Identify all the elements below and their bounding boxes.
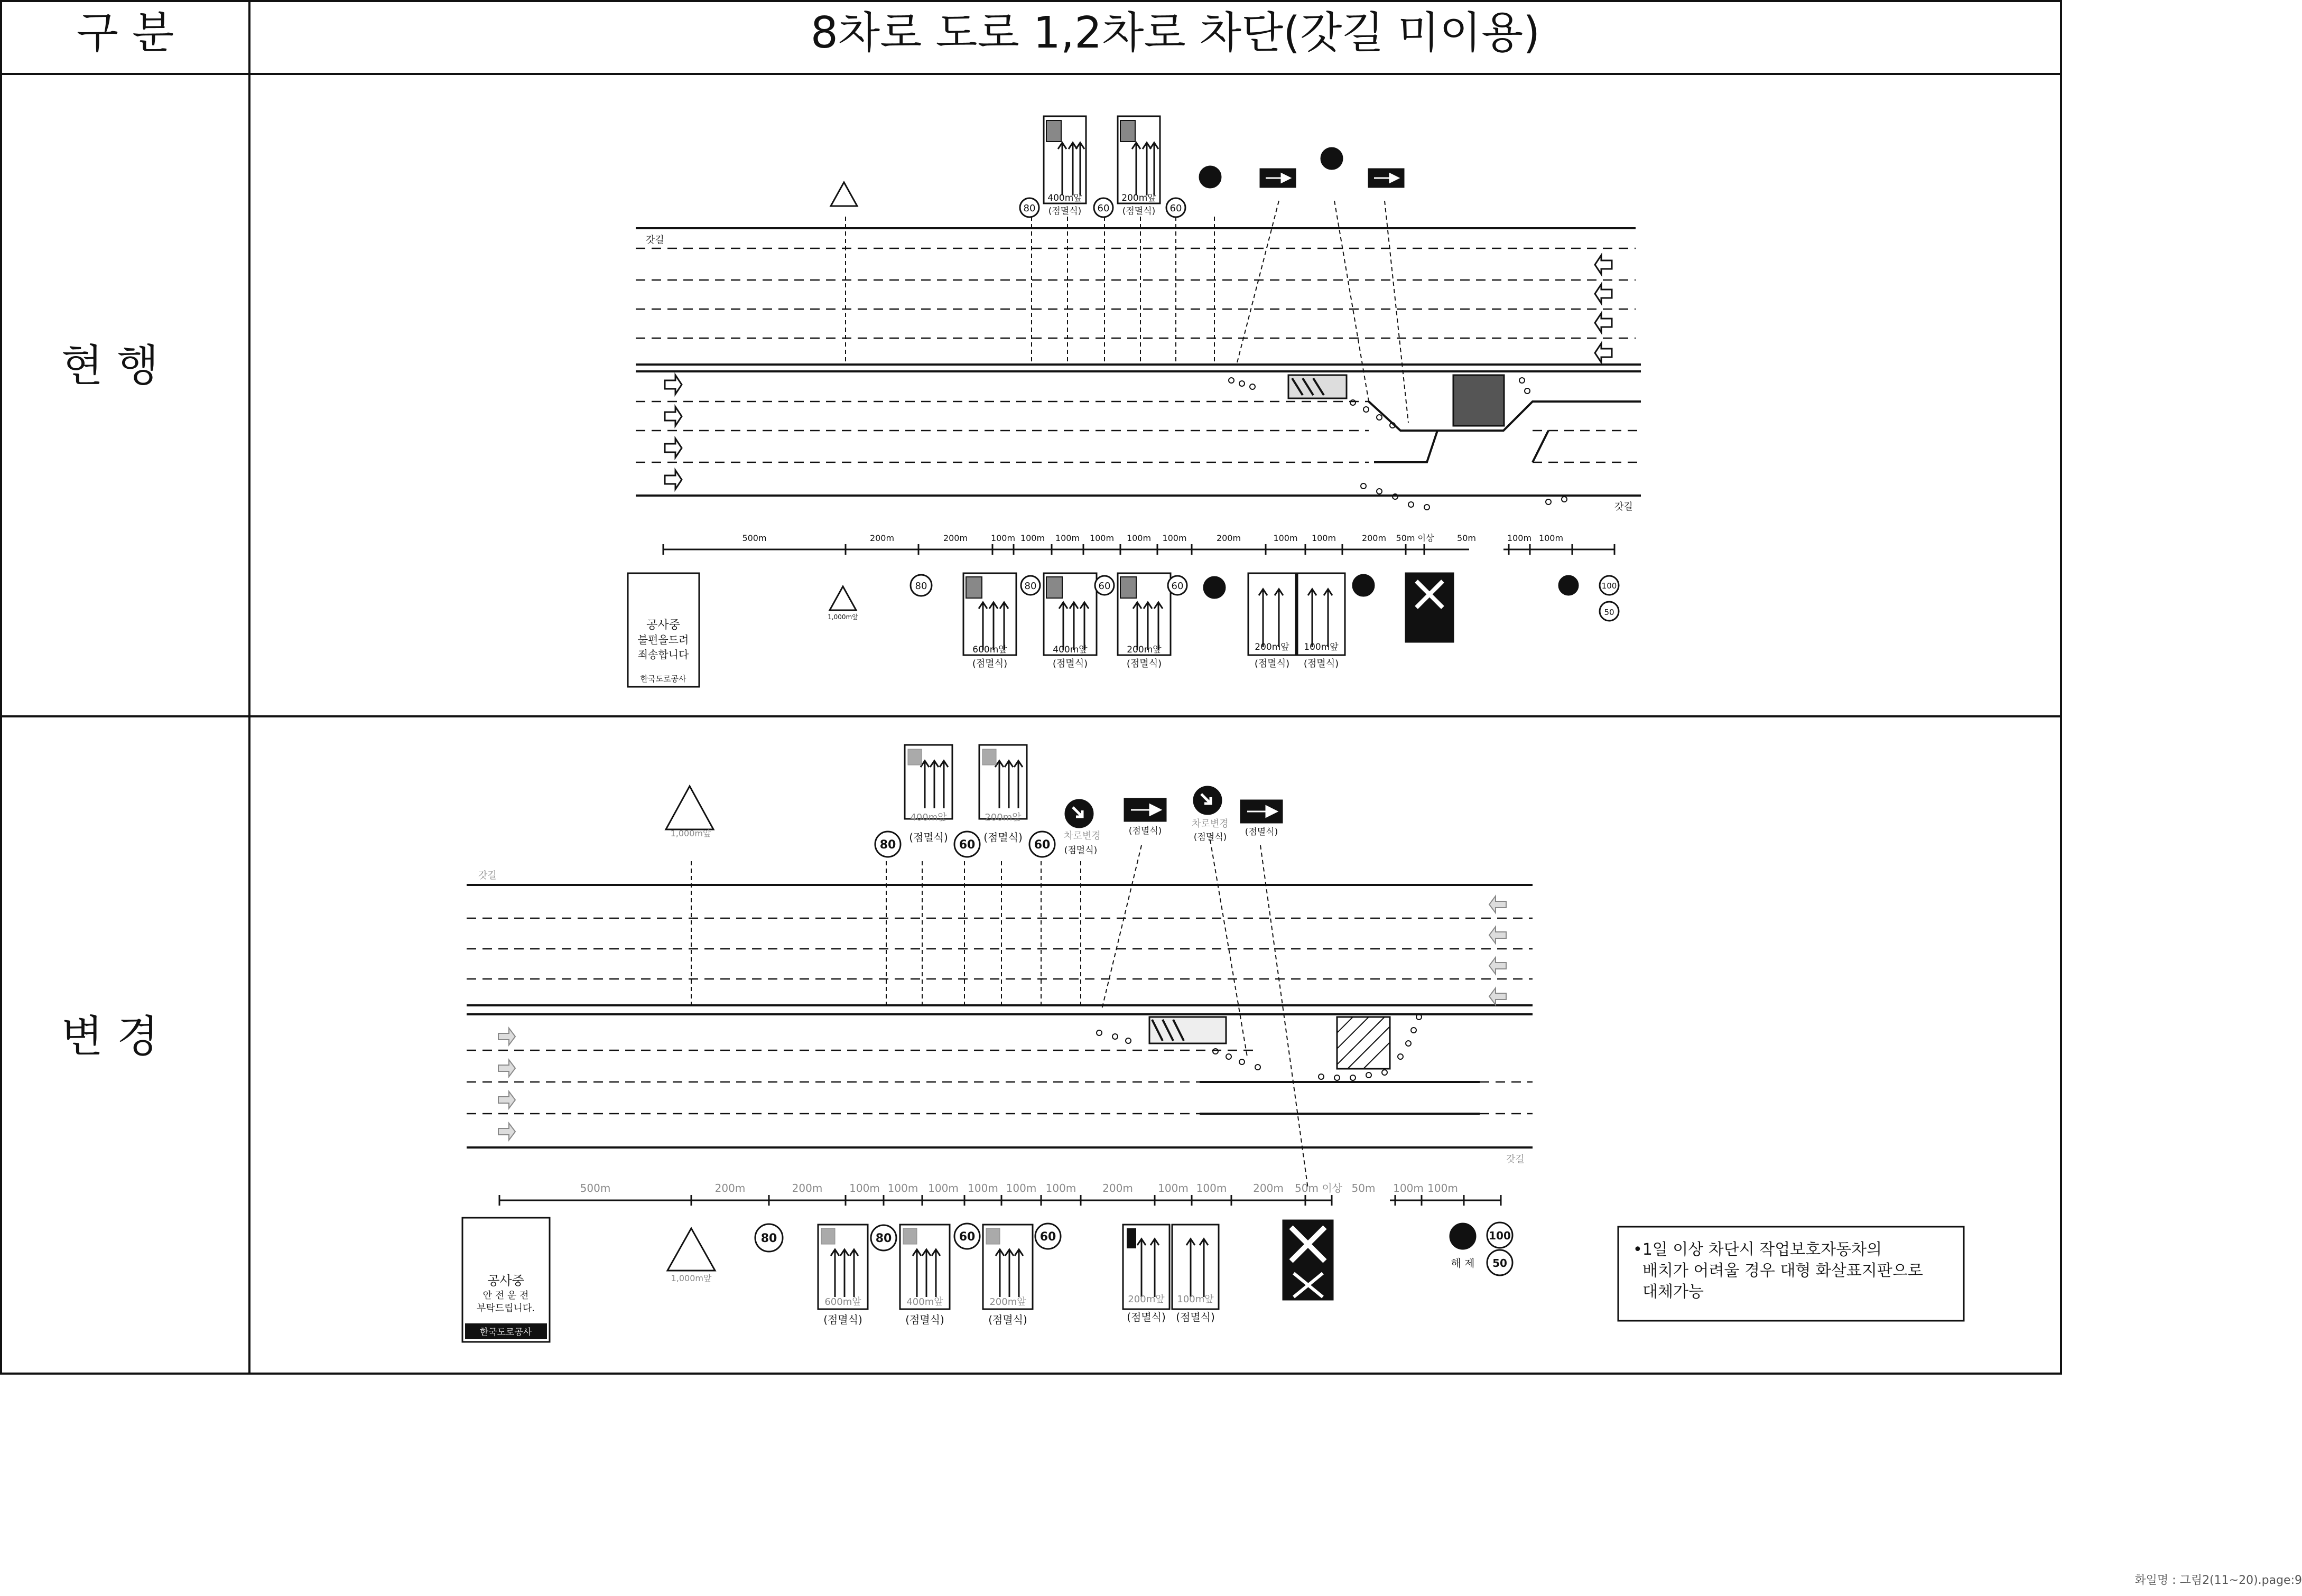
ruler-distance-label: 100m	[1311, 533, 1336, 543]
bottom-yeolsik-changed-1: (점멸식)	[823, 1313, 862, 1326]
current-layout-diagram	[628, 116, 1641, 687]
bottom-yeolsik-changed-4: (점멸식)	[1127, 1311, 1166, 1323]
shoulder-label-top: 갓길	[646, 235, 664, 246]
bottom-yeolsik-5: (점멸식)	[1303, 658, 1339, 669]
ruler-distance-label: 200m	[1102, 1182, 1133, 1194]
arrow-yeolsik-1: (점멸식)	[1128, 826, 1162, 836]
distance-ruler-changed	[499, 1182, 1501, 1206]
page-title: 8차로 도로 1,2차로 차단(갓길 미이용)	[810, 8, 1540, 58]
ruler-distance-label: 200m	[714, 1182, 746, 1194]
notice-line-3: 죄송합니다	[637, 648, 689, 661]
limit-100-current: 100	[1601, 581, 1617, 591]
ahead-distance-changed-bottom: 1,000m앞	[671, 1273, 712, 1283]
limit-60-bottom-b: 60	[1171, 581, 1184, 592]
ruler-distance-label: 200m	[792, 1182, 823, 1194]
bottom-yeolsik-3: (점멸식)	[1126, 658, 1162, 669]
work-zone	[1453, 375, 1504, 426]
top-signs-current	[831, 116, 1404, 217]
ruler-distance-label: 100m	[1538, 533, 1564, 543]
changed-layout-diagram	[462, 745, 1964, 1342]
ruler-distance-label: 100m	[1158, 1182, 1189, 1194]
ruler-distance-label: 50m 이상	[1396, 533, 1434, 543]
notice-changed-4: 한국도로공사	[479, 1327, 532, 1338]
limit-80-top: 80	[1023, 203, 1036, 214]
notice-line-1: 공사중	[646, 619, 680, 632]
lane-change-label-2: 차로변경	[1192, 818, 1229, 829]
limit-100-changed: 100	[1489, 1229, 1511, 1242]
limit-80-bottom-a: 80	[915, 581, 927, 592]
limit-60-top-2: 60	[1169, 203, 1182, 214]
ruler-distance-label: 100m	[1393, 1182, 1424, 1194]
ruler-distance-label: 100m	[849, 1182, 880, 1194]
bottom-yeolsik-4: (점멸식)	[1254, 658, 1290, 669]
lane-change-yeolsik-2: (점멸식)	[1193, 832, 1227, 843]
row-label-current: 현 행	[61, 341, 159, 391]
ruler-distance-label: 100m	[968, 1182, 998, 1194]
ruler-distance-label: 100m	[1507, 533, 1532, 543]
row-label-changed: 변 경	[61, 1012, 159, 1062]
limit-60-bottom-a: 60	[1098, 581, 1111, 592]
top-distance-200: 200m앞	[1121, 193, 1156, 203]
ruler-distance-label: 100m	[887, 1182, 918, 1194]
lane-change-yeolsik-1: (점멸식)	[1064, 845, 1098, 856]
bottom-yeolsik-changed-5: (점멸식)	[1176, 1311, 1215, 1323]
ruler-distance-label: 200m	[943, 533, 968, 543]
ahead-distance-changed: 1,000m앞	[670, 828, 711, 838]
bottom-distance-100: 100m앞	[1304, 642, 1339, 652]
note-line-3: 대체가능	[1642, 1283, 1704, 1301]
shoulder-label-bottom-changed: 갓길	[1506, 1154, 1525, 1165]
note-line-1: •1일 이상 차단시 작업보호자동차의	[1633, 1240, 1882, 1259]
shoulder-label-top-changed: 갓길	[478, 870, 497, 881]
shoulder-label-bottom: 갓길	[1614, 501, 1633, 512]
bottom-distance-600: 600m앞	[972, 645, 1007, 655]
top-yeolsik-1: (점멸식)	[1048, 206, 1082, 217]
limit-60-top-changed-2: 60	[1034, 838, 1051, 852]
ruler-distance-label: 50m	[1351, 1182, 1376, 1194]
ruler-distance-label: 50m 이상	[1295, 1182, 1342, 1194]
ruler-distance-label: 500m	[580, 1182, 611, 1194]
bottom-distance-400: 400m앞	[1053, 645, 1088, 655]
ruler-distance-label: 100m	[1196, 1182, 1227, 1194]
ruler-distance-label: 100m	[1055, 533, 1080, 543]
arrow-yeolsik-2: (점멸식)	[1245, 827, 1278, 837]
ahead-distance-current: 1,000m앞	[828, 613, 858, 621]
top-yeolsik-changed-2: (점멸식)	[983, 831, 1023, 844]
notice-changed-3: 부탁드립니다.	[476, 1303, 535, 1314]
bottom-yeolsik-changed-3: (점멸식)	[988, 1313, 1027, 1326]
ruler-distance-label: 200m	[869, 533, 895, 543]
top-distance-200-changed: 200m앞	[985, 812, 1022, 823]
ruler-distance-label: 200m	[1216, 533, 1241, 543]
ruler-distance-label: 100m	[1162, 533, 1187, 543]
bottom-yeolsik-1: (점멸식)	[972, 658, 1008, 669]
ruler-distance-label: 100m	[1126, 533, 1152, 543]
bottom-distance-100-changed: 100m앞	[1177, 1294, 1214, 1305]
ruler-distance-label: 500m	[742, 533, 767, 543]
bottom-distance-200a: 200m앞	[1127, 645, 1162, 655]
limit-80-bottom-changed-b: 80	[875, 1232, 892, 1245]
notice-changed-1: 공사중	[487, 1273, 524, 1288]
ruler-distance-label: 50m	[1457, 533, 1476, 543]
header-category-label: 구 분	[76, 8, 174, 58]
bottom-distance-200a-changed: 200m앞	[989, 1296, 1026, 1308]
notice-line-2: 불편을드려	[637, 633, 689, 646]
limit-60-bottom-changed-b: 60	[1039, 1230, 1056, 1244]
limit-50-current: 50	[1604, 608, 1614, 617]
bottom-distance-600-changed: 600m앞	[824, 1296, 861, 1308]
note-line-2: 배치가 어려울 경우 대형 화살표지판으로	[1642, 1262, 1923, 1280]
top-yeolsik-2: (점멸식)	[1122, 206, 1156, 217]
limit-80-bottom-b: 80	[1024, 581, 1037, 592]
bottom-yeolsik-2: (점멸식)	[1052, 658, 1088, 669]
ruler-distance-label: 100m	[1427, 1182, 1458, 1194]
limit-60-bottom-changed-a: 60	[959, 1230, 976, 1244]
ruler-distance-label: 100m	[1045, 1182, 1076, 1194]
distance-ruler-current	[663, 533, 1614, 555]
ruler-distance-label: 100m	[1089, 533, 1115, 543]
limit-80-top-changed: 80	[879, 838, 896, 852]
ruler-distance-label: 200m	[1253, 1182, 1284, 1194]
ruler-distance-label: 100m	[1006, 1182, 1037, 1194]
top-distance-400-changed: 400m앞	[910, 812, 947, 823]
bottom-distance-200b-changed: 200m앞	[1128, 1294, 1165, 1305]
file-name-footer: 화일명 : 그림2(11~20).page:9	[2134, 1574, 2302, 1587]
bottom-yeolsik-changed-2: (점멸식)	[905, 1313, 944, 1326]
bottom-distance-400-changed: 400m앞	[906, 1296, 943, 1308]
ruler-distance-label: 100m	[990, 533, 1016, 543]
ruler-distance-label: 100m	[1020, 533, 1045, 543]
limit-80-bottom-changed-a: 80	[760, 1232, 777, 1245]
limit-60-top-changed-1: 60	[959, 838, 976, 852]
release-label: 해 제	[1451, 1257, 1475, 1270]
notice-changed-2: 안 전 운 전	[482, 1290, 529, 1301]
top-yeolsik-changed-1: (점멸식)	[909, 831, 948, 844]
ruler-distance-label: 100m	[1273, 533, 1298, 543]
limit-60-top-1: 60	[1097, 203, 1110, 214]
lane-change-label-1: 차로변경	[1064, 830, 1101, 842]
ruler-distance-label: 100m	[928, 1182, 959, 1194]
bottom-distance-200b: 200m앞	[1255, 642, 1289, 652]
notice-line-4: 한국도로공사	[640, 674, 686, 684]
limit-50-changed: 50	[1492, 1257, 1507, 1270]
ruler-distance-label: 200m	[1361, 533, 1387, 543]
top-distance-400: 400m앞	[1047, 193, 1082, 203]
